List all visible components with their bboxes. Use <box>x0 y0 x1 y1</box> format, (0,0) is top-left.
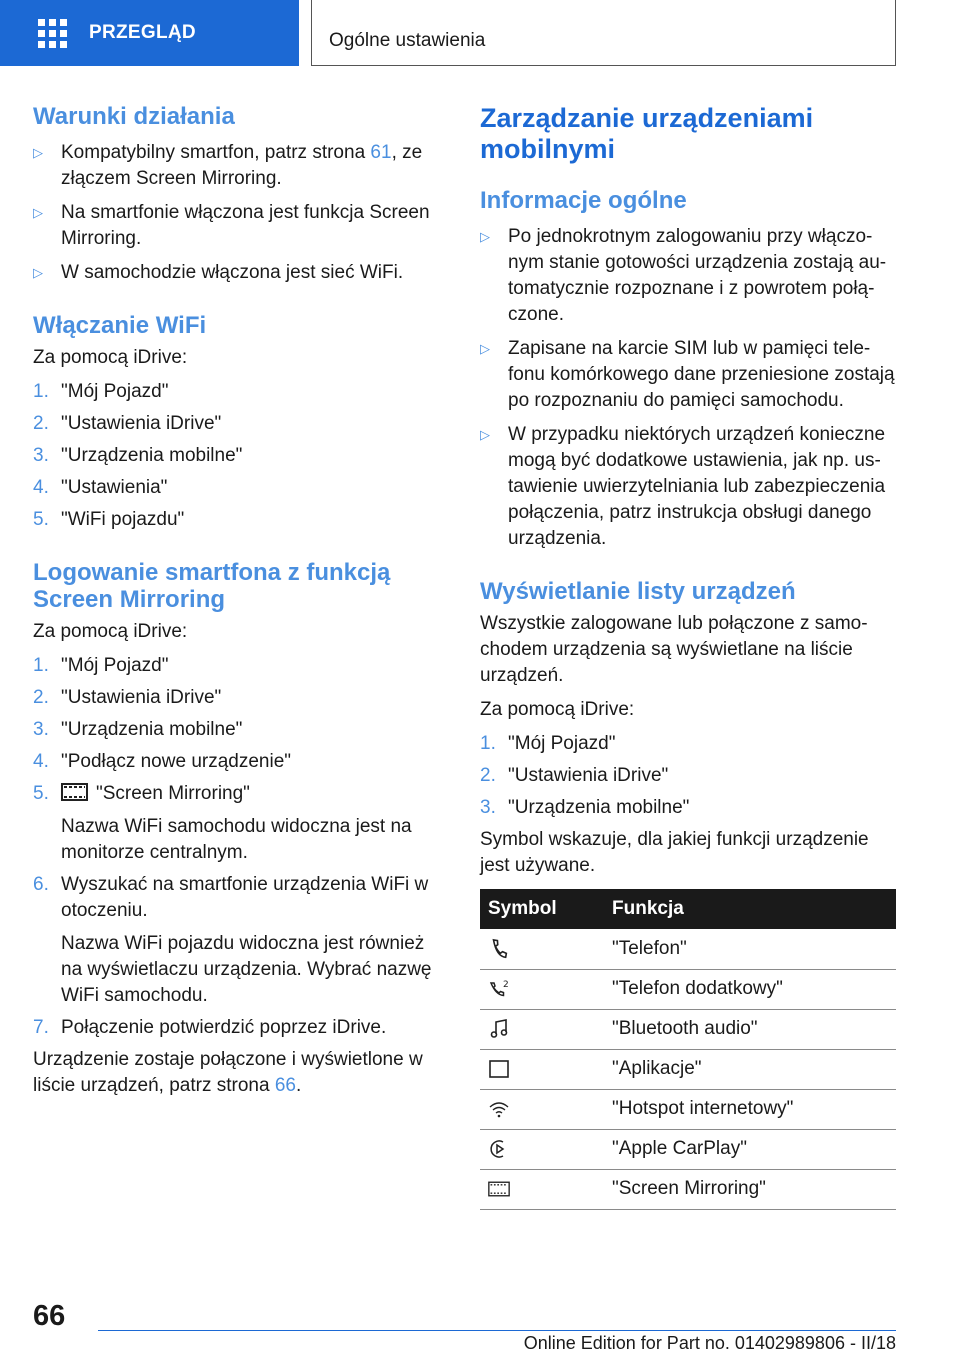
intro-text: Za pomocą iDrive: <box>480 699 635 720</box>
paragraph: Wszystkie zalogowane lub połączone z samochodem urządzenia są wyświetlane na liście urządzeń. <box>480 613 868 686</box>
mirroring-steps <box>33 653 449 1041</box>
bullet-triangle-icon: ▷ <box>480 229 490 244</box>
column-header-symbol: Symbol <box>480 889 604 929</box>
page-link-61[interactable]: 61 <box>370 142 392 163</box>
heading-enable-wifi: Włączanie WiFi <box>33 312 207 339</box>
screen-mirroring-icon <box>61 783 88 801</box>
conditions-list <box>33 140 449 286</box>
bullet-triangle-icon: ▷ <box>33 205 43 220</box>
heading-smartphone-login: Logowanie smartfona z funkcją Screen Mirroring <box>33 559 391 613</box>
column-header-function: Funkcja <box>604 889 896 929</box>
list-item: ▷ W samochodzie włączona jest sieć WiFi. <box>33 260 449 286</box>
device-list-steps <box>480 731 896 821</box>
overview-tab-label: PRZEGLĄD <box>89 22 196 43</box>
svg-text:2: 2 <box>503 979 509 990</box>
step-item: 1. "Mój Pojazd" <box>480 733 616 754</box>
right-column <box>480 96 896 1210</box>
wifi-steps <box>33 379 449 533</box>
list-item: ▷ Zapisane na karcie SIM lub w pamięci telefonu komórkowego dane przeniesione zostają po rozpoznaniu do pamięci samochodu. <box>480 338 895 411</box>
intro-text: Za pomocą iDrive: <box>33 347 188 368</box>
wifi-hotspot-icon <box>488 1098 510 1120</box>
table-row: "Hotspot internetowy" <box>480 1089 896 1129</box>
step-item: 7. Połączenie potwierdzić poprzez iDrive. <box>33 1017 387 1038</box>
heading-operating-conditions: Warunki działania <box>33 103 235 130</box>
note-text: Symbol wskazuje, dla jakiej funkcji urządzenie jest używane. <box>480 829 869 876</box>
table-row: "Screen Mirroring" <box>480 1169 896 1209</box>
step-item: 4. "Podłącz nowe urządzenie" <box>33 751 292 772</box>
table-row: "Telefon" <box>480 929 896 969</box>
page-header <box>0 0 960 66</box>
list-item: ▷ Kompatybilny smartfon, patrz strona 61, ze złączem Screen Mirroring. <box>33 142 423 189</box>
heading-manage-devices: Zarządzanie urządzeniami mobilnymi <box>480 103 814 164</box>
phone-icon <box>488 938 510 960</box>
step-item: 1. "Mój Pojazd" <box>33 655 169 676</box>
grid-menu-icon <box>38 19 67 48</box>
bullet-triangle-icon: ▷ <box>33 145 43 160</box>
page-link-66[interactable]: 66 <box>274 1075 296 1096</box>
step-note: Nazwa WiFi pojazdu widoczna jest również na wyświetlaczu urządzenia. Wybrać nazwę WiFi samochodu. <box>61 933 432 1006</box>
overview-tab[interactable] <box>0 0 299 66</box>
carplay-icon <box>488 1138 510 1160</box>
section-title: Ogólne ustawienia <box>311 0 896 66</box>
table-row: "Apple CarPlay" <box>480 1129 896 1169</box>
screen-mirroring-icon <box>488 1178 510 1200</box>
symbol-table <box>480 889 896 1210</box>
table-header-row <box>480 889 896 929</box>
heading-device-list: Wyświetlanie listy urządzeń <box>480 578 796 605</box>
edition-text: Online Edition for Part no. 01402989806 - II/18 <box>523 1333 896 1353</box>
left-column <box>33 96 449 1099</box>
step-item: 2. "Ustawienia iDrive" <box>480 765 669 786</box>
step-item: 1. "Mój Pojazd" <box>33 381 169 402</box>
bullet-triangle-icon: ▷ <box>33 265 43 280</box>
step-item: 5. "Screen Mirroring" Nazwa WiFi samochodu widoczna jest na monitorze centralnym. <box>33 781 449 866</box>
step-item: 2. "Ustawienia iDrive" <box>33 687 222 708</box>
step-item: 6. Wyszukać na smartfonie urządzenia WiFi w otoczeniu. Nazwa WiFi pojazdu widoczna jest również na wyświetlaczu urządzenia. Wybrać nazwę WiFi samochodu. <box>33 872 449 1009</box>
table-row: "Bluetooth audio" <box>480 1009 896 1049</box>
footer-divider <box>98 1330 896 1331</box>
outro-text: Urządzenie zostaje połączone i wyświetlone w liście urządzeń, patrz strona 66. <box>33 1049 423 1096</box>
step-item: 2. "Ustawienia iDrive" <box>33 413 222 434</box>
music-note-icon <box>488 1018 510 1040</box>
step-item: 5. "WiFi pojazdu" <box>33 509 185 530</box>
apps-square-icon <box>488 1058 510 1080</box>
step-note: Nazwa WiFi samochodu widoczna jest na monitorze centralnym. <box>61 816 412 863</box>
list-item: ▷ Na smartfonie włączona jest funkcja Screen Mirroring. <box>33 202 430 249</box>
list-item: ▷ W przypadku niektórych urządzeń konieczne mogą być dodatkowe ustawienia, jak np. ustawienie uwierzytelniania lub zabezpieczenia połączenia, patrz instrukcja obsługi danego urządzenia. <box>480 424 886 549</box>
step-item: 3. "Urządzenia mobilne" <box>480 797 690 818</box>
info-list <box>480 224 896 552</box>
intro-text: Za pomocą iDrive: <box>33 621 188 642</box>
phone-2-icon <box>488 978 510 1000</box>
step-item: 3. "Urządzenia mobilne" <box>33 719 243 740</box>
step-item: 3. "Urządzenia mobilne" <box>33 445 243 466</box>
table-row: 2 "Telefon dodatkowy" <box>480 969 896 1009</box>
table-row: "Aplikacje" <box>480 1049 896 1089</box>
list-item: ▷ Po jednokrotnym zalogowaniu przy włączonym stanie gotowości urządzenia zostają automatycznie rozpoznane i z powrotem połączone. <box>480 226 887 325</box>
bullet-triangle-icon: ▷ <box>480 427 490 442</box>
heading-general-info: Informacje ogólne <box>480 187 687 214</box>
step-item: 4. "Ustawienia" <box>33 477 168 498</box>
page-number: 66 <box>33 1300 66 1332</box>
bullet-triangle-icon: ▷ <box>480 341 490 356</box>
